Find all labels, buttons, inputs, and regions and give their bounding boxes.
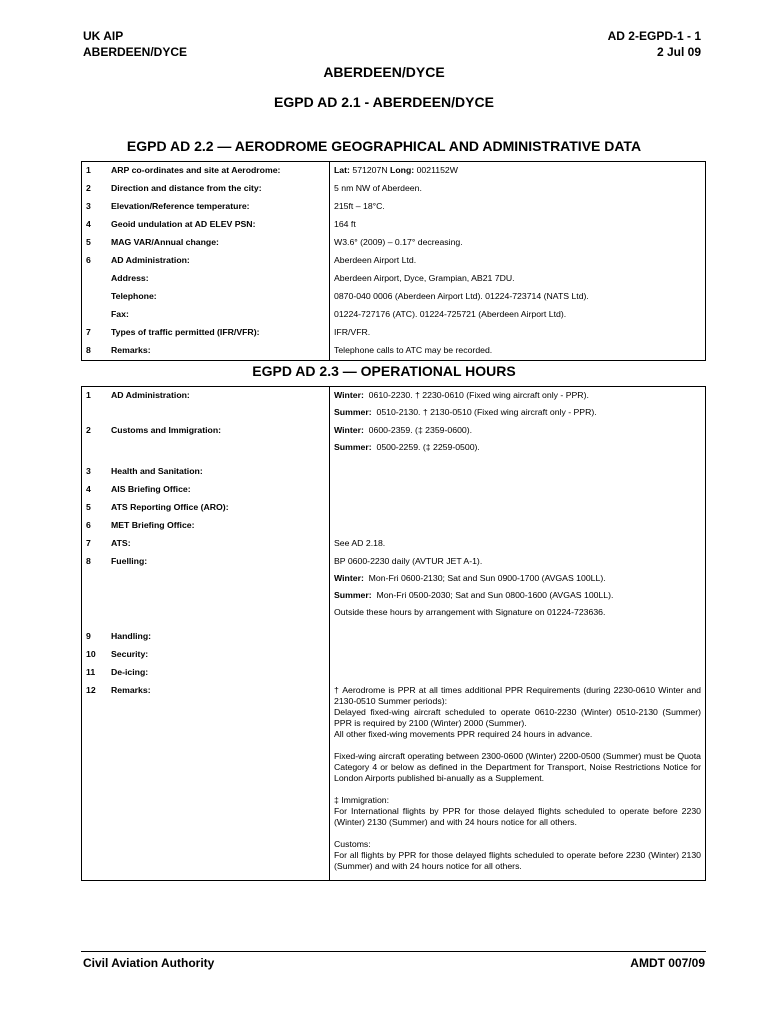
row-label: De-icing: <box>107 664 330 682</box>
row-label: Remarks: <box>107 342 330 361</box>
row-number: 7 <box>86 327 91 337</box>
row-number <box>82 288 108 306</box>
row-number: 7 <box>86 538 91 548</box>
table-row <box>82 682 706 881</box>
winter-hours: Mon-Fri 0600-2130; Sat and Sun 0900-1700 (AVGAS 100LL). <box>368 573 606 583</box>
remarks-ppr-delayed: Delayed fixed-wing aircraft scheduled to operate 0610-2230 (Winter) 0510-2130 (Summer) PPR is required by 2100 (Winter) 2000 (Summer). <box>334 707 701 728</box>
header-publication: UK AIP <box>83 29 124 43</box>
row-label: Types of traffic permitted (IFR/VFR): <box>107 324 330 342</box>
table-row <box>82 234 706 252</box>
fuel-arrangement: Outside these hours by arrangement with Signature on 01224-723636. <box>334 607 606 617</box>
remarks-ppr <box>334 685 701 740</box>
row-value <box>330 162 706 181</box>
row-label: AD Administration: <box>107 387 330 423</box>
table-row <box>82 342 706 361</box>
remarks-ppr-intro: † Aerodrome is PPR at all times additional PPR Requirements (during 2230-0610 Winter and 2130-0510 Summer periods): <box>334 685 701 706</box>
row-number <box>82 270 108 288</box>
table-row <box>82 198 706 216</box>
row-label: MAG VAR/Annual change: <box>107 234 330 252</box>
remarks-customs <box>334 839 701 872</box>
table-row <box>82 517 706 535</box>
table-row <box>82 481 706 499</box>
row-number: 2 <box>86 425 91 435</box>
winter-label: Winter: <box>334 390 364 400</box>
row-label: Customs and Immigration: <box>107 422 330 463</box>
header-date: 2 Jul 09 <box>656 45 701 59</box>
row-label: Fax: <box>107 306 330 324</box>
row-label: Health and Sanitation: <box>107 463 330 481</box>
row-number: 3 <box>86 201 91 211</box>
row-label: Direction and distance from the city: <box>107 180 330 198</box>
summer-label: Summer: <box>334 590 372 600</box>
winter-label: Winter: <box>334 573 364 583</box>
table-row <box>82 387 706 423</box>
table-row <box>82 306 706 324</box>
row-value: Aberdeen Airport, Dyce, Grampian, AB21 7DU. <box>334 273 515 283</box>
remarks-customs-heading: Customs: <box>334 839 371 849</box>
table-row <box>82 288 706 306</box>
row-value <box>330 517 706 535</box>
remarks-quota: Fixed-wing aircraft operating between 2300-0600 (Winter) 2200-0500 (Summer) must be Quota Category 4 or below as defined in the Department for Transport, Noise Restrictions Notice for London Airports published bi-anually as a Supplement. <box>334 751 701 783</box>
header-left <box>83 28 187 60</box>
header-right <box>608 28 701 60</box>
row-label: Fuelling: <box>107 553 330 628</box>
row-label: ATS Reporting Office (ARO): <box>107 499 330 517</box>
fuel-daily: BP 0600-2230 daily (AVTUR JET A-1). <box>334 556 483 566</box>
section-title-geographical-data: EGPD AD 2.2 — AERODROME GEOGRAPHICAL AND ADMINISTRATIVE DATA <box>126 138 642 154</box>
row-value <box>330 499 706 517</box>
table-row <box>82 422 706 463</box>
row-value: Telephone calls to ATC may be recorded. <box>334 345 493 355</box>
row-number: 6 <box>86 520 91 530</box>
row-number: 2 <box>86 183 91 193</box>
remarks-customs-text: For all flights by PPR for those delayed flights scheduled to operate before 2230 (Winter) 2130 (Summer) and with 24 hours notice for all others. <box>334 850 701 871</box>
row-label: Address: <box>107 270 330 288</box>
table-row <box>82 628 706 646</box>
row-number: 5 <box>86 502 91 512</box>
row-value <box>330 553 706 628</box>
row-label: Handling: <box>107 628 330 646</box>
table-row <box>82 646 706 664</box>
row-label: Elevation/Reference temperature: <box>107 198 330 216</box>
table-row <box>82 499 706 517</box>
table-row <box>82 463 706 481</box>
row-number: 6 <box>86 255 91 265</box>
row-label: Geoid undulation at AD ELEV PSN: <box>107 216 330 234</box>
row-value: W3.6° (2009) – 0.17° decreasing. <box>334 237 463 247</box>
row-value <box>330 628 706 646</box>
page-title: ABERDEEN/DYCE <box>323 64 445 80</box>
row-value: 01224-727176 (ATC). 01224-725721 (Aberdeen Airport Ltd). <box>334 309 567 319</box>
row-value <box>330 682 706 881</box>
row-value: IFR/VFR. <box>334 327 371 337</box>
winter-hours: 0610-2230. † 2230-0610 (Fixed wing aircraft only - PPR). <box>368 390 589 400</box>
section-title-operational-hours: EGPD AD 2.3 — OPERATIONAL HOURS <box>252 363 516 379</box>
summer-hours: 0510-2130. † 2130-0510 (Fixed wing aircraft only - PPR). <box>376 407 597 417</box>
row-number: 11 <box>86 667 96 677</box>
row-number: 5 <box>86 237 91 247</box>
geographical-data-table <box>81 161 706 361</box>
winter-label: Winter: <box>334 425 364 435</box>
summer-hours: 0500-2259. (‡ 2259-0500). <box>376 442 480 452</box>
row-value <box>330 481 706 499</box>
row-value: 215ft – 18°C. <box>334 201 385 211</box>
row-value: See AD 2.18. <box>334 538 386 548</box>
table-row <box>82 162 706 181</box>
remarks-immigration-text: For International flights by PPR for those delayed flights scheduled to operate before 2230 (Winter) 2130 (Summer) and with 24 hours notice for all others. <box>334 806 701 827</box>
winter-hours: 0600-2359. (‡ 2359-0600). <box>368 425 473 435</box>
long-value: 0021152W <box>416 165 458 175</box>
row-label: Telephone: <box>107 288 330 306</box>
row-number: 4 <box>86 484 91 494</box>
row-label: Remarks: <box>107 682 330 881</box>
table-row <box>82 664 706 682</box>
row-number: 3 <box>86 466 91 476</box>
row-label: ARP co-ordinates and site at Aerodrome: <box>107 162 330 181</box>
table-row <box>82 535 706 553</box>
page-subtitle: EGPD AD 2.1 - ABERDEEN/DYCE <box>274 94 494 110</box>
operational-hours-table <box>81 386 706 881</box>
row-value: Aberdeen Airport Ltd. <box>334 255 417 265</box>
row-value: 5 nm NW of Aberdeen. <box>334 183 422 193</box>
row-value <box>330 463 706 481</box>
row-value: 0870-040 0006 (Aberdeen Airport Ltd). 01224-723714 (NATS Ltd). <box>334 291 589 301</box>
row-number: 4 <box>86 219 91 229</box>
remarks-immigration <box>334 795 701 828</box>
header-aerodrome: ABERDEEN/DYCE <box>83 45 188 59</box>
footer-rule <box>81 951 706 952</box>
summer-label: Summer: <box>334 442 372 452</box>
row-label: Security: <box>107 646 330 664</box>
table-row <box>82 324 706 342</box>
table-row <box>82 180 706 198</box>
row-number: 1 <box>86 390 91 400</box>
row-value <box>330 646 706 664</box>
row-number: 9 <box>86 631 91 641</box>
row-number: 12 <box>86 685 96 695</box>
row-number: 10 <box>86 649 96 659</box>
table-row <box>82 216 706 234</box>
summer-hours: Mon-Fri 0500-2030; Sat and Sun 0800-1600 (AVGAS 100LL). <box>376 590 614 600</box>
lat-value: 571207N <box>352 165 388 175</box>
remarks-immigration-heading: ‡ Immigration: <box>334 795 390 805</box>
footer-amendment: AMDT 007/09 <box>630 956 705 970</box>
row-number <box>82 306 108 324</box>
row-value <box>330 387 706 423</box>
lat-label: Lat: <box>334 165 350 175</box>
table-row <box>82 553 706 628</box>
row-label: MET Briefing Office: <box>107 517 330 535</box>
row-value <box>330 664 706 682</box>
table-row <box>82 252 706 270</box>
row-value <box>330 422 706 463</box>
footer-authority: Civil Aviation Authority <box>83 956 215 970</box>
header-page-ref: AD 2-EGPD-1 - 1 <box>607 29 701 43</box>
summer-label: Summer: <box>334 407 372 417</box>
row-label: AIS Briefing Office: <box>107 481 330 499</box>
row-number: 1 <box>86 165 91 175</box>
long-label: Long: <box>390 165 415 175</box>
row-number: 8 <box>86 556 91 566</box>
row-label: ATS: <box>107 535 330 553</box>
row-label: AD Administration: <box>107 252 330 270</box>
row-number: 8 <box>86 345 91 355</box>
table-row <box>82 270 706 288</box>
remarks-ppr-other: All other fixed-wing movements PPR required 24 hours in advance. <box>334 729 593 739</box>
row-value: 164 ft <box>334 219 356 229</box>
